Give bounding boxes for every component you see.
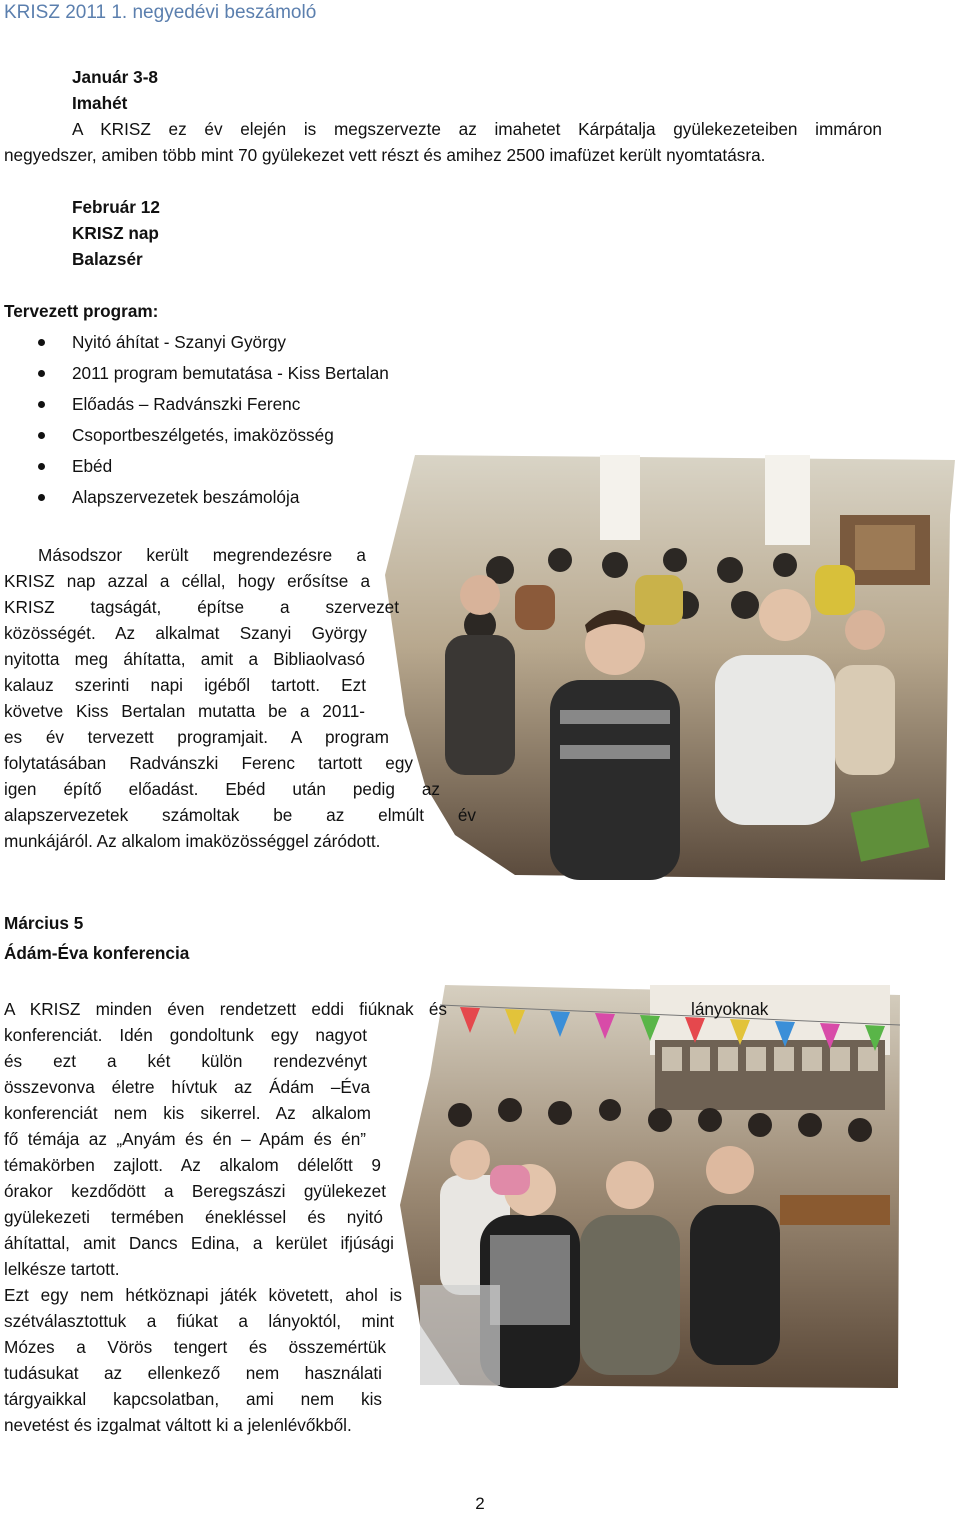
paragraph-line: igen építő előadást. Ebéd után pedig az bbox=[4, 779, 440, 799]
paragraph-line: tudásukat az ellenkező nem használati bbox=[4, 1363, 382, 1383]
bullet-icon bbox=[38, 339, 45, 346]
list-item-text: 2011 program bemutatása - Kiss Bertalan bbox=[72, 363, 389, 383]
paragraph-line: konferenciát nem kis sikerrel. Az alkalom bbox=[4, 1103, 371, 1123]
paragraph-line: lelkésze tartott. bbox=[4, 1259, 120, 1279]
list-item-text: Csoportbeszélgetés, imaközösség bbox=[72, 425, 334, 445]
section-date: Március 5 bbox=[4, 913, 84, 933]
photo-adam-eva-image bbox=[400, 985, 900, 1388]
section-title: Imahét bbox=[72, 93, 128, 113]
section-title: KRISZ nap bbox=[72, 223, 159, 243]
document-header: KRISZ 2011 1. negyedévi beszámoló bbox=[4, 2, 317, 23]
bullet-icon bbox=[38, 370, 45, 377]
list-item-text: Ebéd bbox=[72, 456, 113, 476]
paragraph-line: KRISZ tagságát, építse a szervezet bbox=[4, 597, 399, 617]
paragraph-line: gyülekezeti termében énekléssel és nyitó bbox=[4, 1207, 383, 1227]
section-date: Január 3-8 bbox=[72, 67, 158, 87]
paragraph-line: és ezt a két külön rendezvényt bbox=[4, 1051, 367, 1071]
paragraph-line: összevonva életre hívtuk az Ádám –Éva bbox=[4, 1077, 370, 1097]
paragraph-line: fő témája az „Anyám és én – Apám és én” bbox=[4, 1129, 366, 1149]
paragraph-line: konferenciát. Idén gondoltunk egy nagyot bbox=[4, 1025, 367, 1045]
paragraph-line: es év tervezett programjait. A program bbox=[4, 727, 389, 747]
paragraph-line: tárgyaikkal kapcsolatban, ami nem kis bbox=[4, 1389, 382, 1409]
paragraph-line: munkájáról. Az alkalom imaközösséggel záródott. bbox=[4, 831, 381, 851]
section-date: Február 12 bbox=[72, 197, 160, 217]
section-place: Balazsér bbox=[72, 249, 143, 269]
paragraph-line: követve Kiss Bertalan mutatta be a 2011- bbox=[4, 701, 365, 721]
list-item-text: Nyitó áhítat - Szanyi György bbox=[72, 332, 286, 352]
bullet-icon bbox=[38, 432, 45, 439]
list-item-text: Alapszervezetek beszámolója bbox=[72, 487, 300, 507]
paragraph-line: Mózes a Vörös tengert és összemértük bbox=[4, 1337, 386, 1357]
paragraph-line: szétválasztottuk a fiúkat a lányoktól, mint bbox=[4, 1311, 394, 1331]
paragraph-line: KRISZ nap azzal a céllal, hogy erősítse a bbox=[4, 571, 370, 591]
paragraph-line: folytatásában Radvánszki Ferenc tartott egy bbox=[4, 753, 413, 773]
bullet-icon bbox=[38, 401, 45, 408]
bullet-icon bbox=[38, 463, 45, 470]
paragraph-line: nyitotta meg áhítatta, amit a Bibliaolvasó bbox=[4, 649, 365, 669]
paragraph-line: alapszervezetek számoltak be az elmúlt év bbox=[4, 805, 476, 825]
paragraph-line-right: lányoknak bbox=[691, 999, 769, 1019]
photo-adam-eva bbox=[400, 985, 900, 1388]
paragraph-line: közösségét. Az alkalmat Szanyi György bbox=[4, 623, 367, 643]
list-item-text: Előadás – Radvánszki Ferenc bbox=[72, 394, 301, 414]
paragraph-line: A KRISZ ez év elején is megszervezte az imahetet Kárpátalja gyülekezeteiben immáron bbox=[72, 119, 882, 139]
paragraph-line: nevetést és izgalmat váltott ki a jelenlévőkből. bbox=[4, 1415, 352, 1435]
paragraph-line: Ezt egy nem hétköznapi játék követett, ahol is bbox=[4, 1285, 402, 1305]
paragraph-line: negyedszer, amiben több mint 70 gyülekezet vett részt és amihez 2500 imafüzet került nyomtatásra. bbox=[4, 145, 766, 165]
section-title: Ádám-Éva konferencia bbox=[4, 943, 190, 963]
paragraph-line: órakor kezdődött a Beregszászi gyülekezet bbox=[4, 1181, 386, 1201]
bullet-icon bbox=[38, 494, 45, 501]
paragraph-line: témakörben zajlott. Az alkalom délelőtt 9 bbox=[4, 1155, 381, 1175]
page-number: 2 bbox=[475, 1494, 485, 1513]
paragraph-line: Másodszor került megrendezésre a bbox=[38, 545, 366, 565]
paragraph-line: kalauz szerinti napi igéből tartott. Ezt bbox=[4, 675, 366, 695]
paragraph-line: A KRISZ minden éven rendetzett eddi fiúknak és bbox=[4, 999, 447, 1019]
paragraph-line: áhítattal, amit Dancs Edina, a kerület ifjúsági bbox=[4, 1233, 394, 1253]
program-heading: Tervezett program: bbox=[4, 301, 159, 321]
